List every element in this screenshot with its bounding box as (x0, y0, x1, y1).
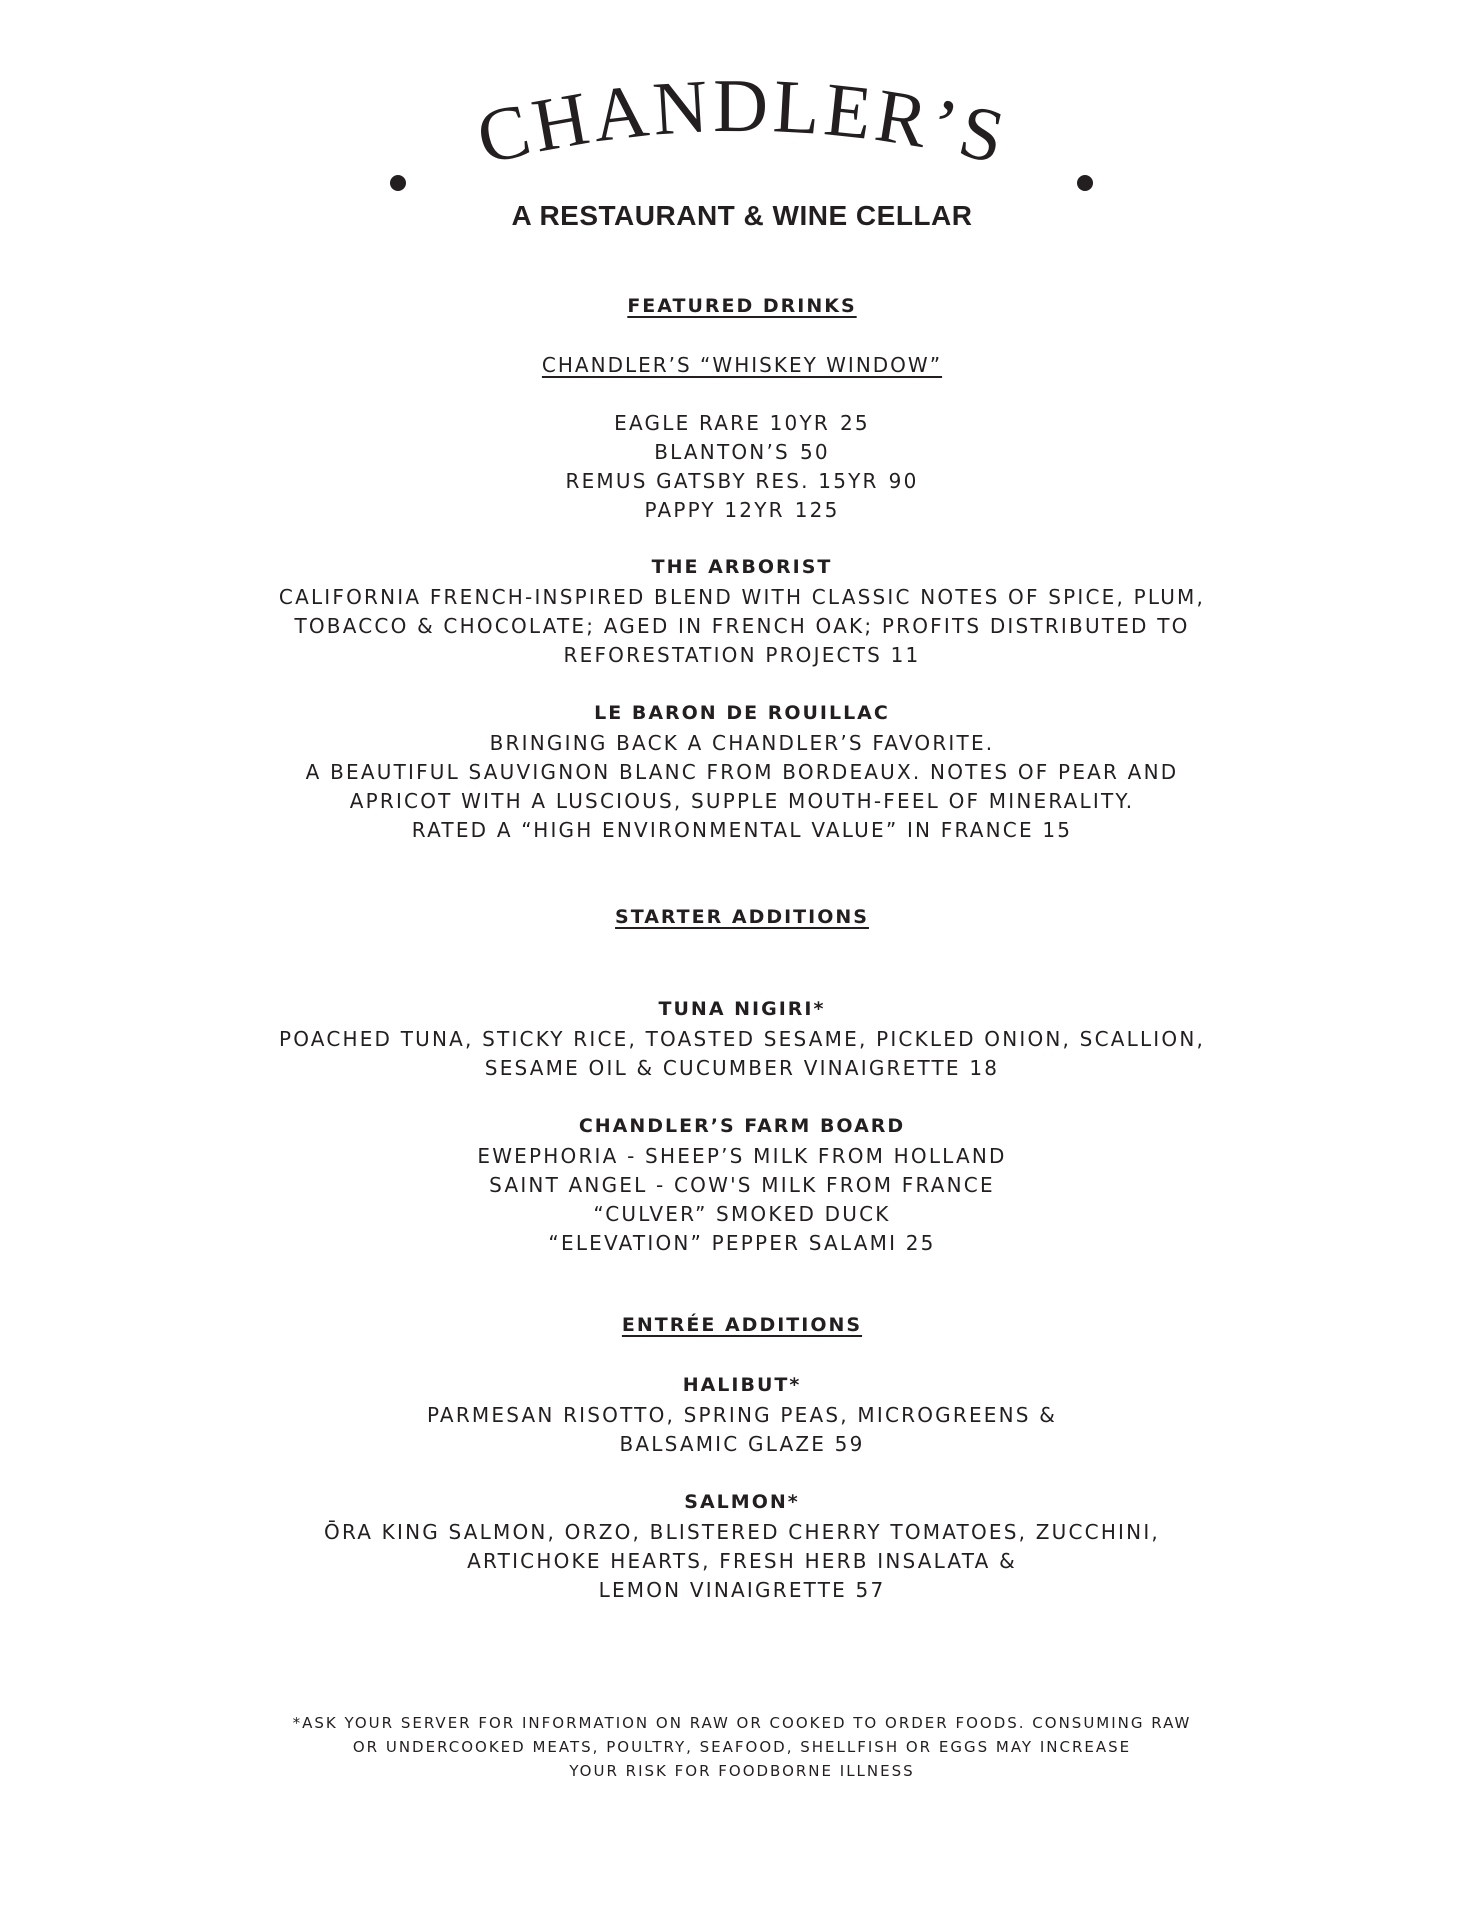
whiskey-item (0, 496, 1484, 525)
section-heading-featured-drinks: FEATURED DRINKS (627, 295, 857, 317)
whiskey-item-price: 90 (888, 469, 919, 493)
logo-wordmark: CHANDLER’S (469, 63, 1016, 181)
item-title-arborist: THE ARBORIST (651, 556, 833, 578)
whiskey-item (0, 438, 1484, 467)
item-title-baron: LE BARON DE ROUILLAC (594, 702, 890, 724)
item-description-line: “ELEVATION” PEPPER SALAMI 25 (548, 1231, 936, 1255)
item-description-line: “CULVER” SMOKED DUCK (593, 1202, 891, 1226)
footnote-line: *ASK YOUR SERVER FOR INFORMATION ON RAW OR COOKED TO ORDER FOODS. CONSUMING RAW (292, 1714, 1192, 1732)
whiskey-item-price: 125 (794, 498, 840, 522)
item-description-line: CALIFORNIA FRENCH-INSPIRED BLEND WITH CLASSIC NOTES OF SPICE, PLUM, (278, 585, 1206, 609)
item-title-halibut: HALIBUT* (682, 1374, 802, 1396)
item-description-line: REFORESTATION PROJECTS 11 (563, 643, 921, 667)
item-description-line: EWEPHORIA - SHEEP’S MILK FROM HOLLAND (477, 1144, 1007, 1168)
item-title-farm-board: CHANDLER’S FARM BOARD (578, 1115, 906, 1137)
whiskey-item-price: 25 (839, 411, 870, 435)
item-description-line: ŌRA KING SALMON, ORZO, BLISTERED CHERRY TOMATOES, ZUCCHINI, (324, 1520, 1160, 1544)
restaurant-subtitle: A RESTAURANT & WINE CELLAR (511, 200, 973, 231)
whiskey-window-title: CHANDLER’S “WHISKEY WINDOW” (541, 353, 943, 377)
whiskey-item (0, 467, 1484, 496)
logo-dot-left (390, 175, 406, 191)
item-description-line: APRICOT WITH A LUSCIOUS, SUPPLE MOUTH-FEEL OF MINERALITY. (349, 789, 1135, 813)
item-description-line: BRINGING BACK A CHANDLER’S FAVORITE. (489, 731, 995, 755)
item-description-line: RATED A “HIGH ENVIRONMENTAL VALUE” IN FRANCE 15 (411, 818, 1073, 842)
item-description-line: SESAME OIL & CUCUMBER VINAIGRETTE 18 (484, 1056, 1000, 1080)
whiskey-item-price: 50 (799, 440, 830, 464)
whiskey-item-name: PAPPY 12YR (644, 498, 785, 522)
whiskey-item-name: BLANTON’S (654, 440, 790, 464)
item-description-line: SAINT ANGEL - COW'S MILK FROM FRANCE (489, 1173, 995, 1197)
logo-dot-right (1077, 175, 1093, 191)
whiskey-item (0, 409, 1484, 438)
footnote-line: OR UNDERCOOKED MEATS, POULTRY, SEAFOOD, SHELLFISH OR EGGS MAY INCREASE (352, 1738, 1132, 1756)
item-description-line: BALSAMIC GLAZE 59 (619, 1432, 865, 1456)
item-description-line: POACHED TUNA, STICKY RICE, TOASTED SESAME, PICKLED ONION, SCALLION, (278, 1027, 1206, 1051)
item-title-tuna-nigiri: TUNA NIGIRI* (658, 998, 826, 1020)
item-title-salmon: SALMON* (684, 1491, 800, 1513)
item-description-line: ARTICHOKE HEARTS, FRESH HERB INSALATA & (467, 1549, 1017, 1573)
item-description-line: TOBACCO & CHOCOLATE; AGED IN FRENCH OAK; PROFITS DISTRIBUTED TO (294, 614, 1190, 638)
section-heading-entree-additions: ENTRÉE ADDITIONS (621, 1314, 863, 1336)
whiskey-item-name: EAGLE RARE 10YR (614, 411, 830, 435)
item-description-line: A BEAUTIFUL SAUVIGNON BLANC FROM BORDEAUX. NOTES OF PEAR AND (305, 760, 1179, 784)
whiskey-item-name: REMUS GATSBY RES. 15YR (565, 469, 879, 493)
item-description-line: PARMESAN RISOTTO, SPRING PEAS, MICROGREENS & (426, 1403, 1058, 1427)
footnote-line: YOUR RISK FOR FOODBORNE ILLNESS (569, 1762, 915, 1780)
item-description-line: LEMON VINAIGRETTE 57 (598, 1578, 886, 1602)
section-heading-starter-additions: STARTER ADDITIONS (615, 906, 869, 928)
